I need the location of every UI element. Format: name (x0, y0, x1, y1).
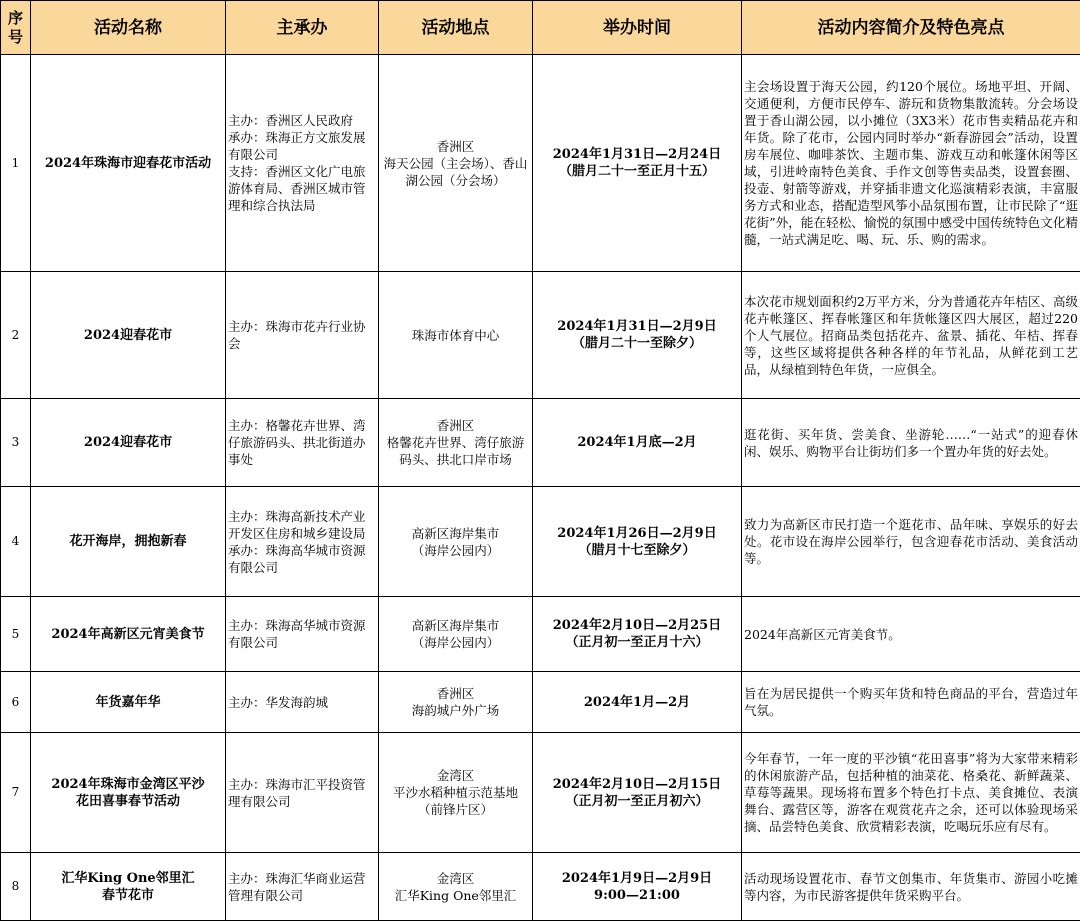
cell-time (533, 487, 742, 597)
organizer-line: 承办：珠海正方文旅发展有限公司 (228, 130, 366, 162)
time-line: 2024年1月31日—2月24日 (552, 147, 722, 162)
cell-description: 逛花街、买年货、尝美食、坐游轮……“一站式”的迎春休闲、娱乐、购物平台让街坊们多一个置办年货的好去处。 (742, 399, 1080, 487)
time-line: （腊月二十一至除夕） (571, 336, 702, 351)
name-line: 2024年珠海市迎春花市活动 (44, 155, 212, 171)
cell-location (379, 733, 533, 853)
name-line: 年货嘉年华 (95, 694, 161, 710)
organizer-line: 主办：珠海市汇平投资管理有限公司 (228, 776, 366, 809)
cell-name (31, 672, 226, 733)
header-name: 活动名称 (31, 1, 226, 55)
time-line: 2024年1月9日—2月9日 (561, 870, 713, 886)
cell-time (533, 55, 742, 272)
name-line: 2024年高新区元宵美食节 (51, 626, 205, 642)
location-line: 香洲区 (436, 138, 475, 154)
location-line: （海岸公园内） (411, 542, 500, 558)
table-row (1, 853, 1080, 921)
location-line: 高新区海岸集市 (411, 618, 500, 633)
location-line: 汇华King One邻里汇 (394, 887, 517, 903)
time-line: 9:00—21:00 (594, 887, 680, 903)
location-line: （前锋片区） (417, 802, 493, 817)
organizer-line: 主办：珠海高华城市资源有限公司 (228, 618, 366, 650)
table-row (1, 55, 1080, 272)
time-line: （正月初一至正月初六） (565, 793, 709, 809)
cell-seq: 5 (1, 597, 31, 672)
cell-time (533, 733, 742, 853)
location-line: 海天公园（主会场）、香山湖公园（分会场） (383, 155, 528, 188)
table-row (1, 487, 1080, 597)
cell-time (533, 597, 742, 672)
name-line: 花田喜事春节活动 (75, 793, 180, 809)
cell-location (379, 272, 533, 399)
cell-name (31, 853, 226, 921)
header-organizer: 主承办 (226, 1, 379, 55)
cell-description: 今年春节，一年一度的平沙镇“花田喜事”将为大家带来精彩的休闲旅游产品，包括种植的油菜花、格桑花、新鲜蔬菜、草莓等蔬果。现场将布置多个特色打卡点、美食摊位、表演舞台、露营区等，游客在观赏花卉之余，还可以体验现场采摘、品尝特色美食、欣赏精彩表演，吃喝玩乐应有尽有。 (742, 733, 1080, 853)
name-line: 2024迎春花市 (83, 435, 173, 450)
time-line: 2024年2月10日—2月15日 (552, 776, 722, 792)
cell-time (533, 272, 742, 399)
name-line: 春节花市 (101, 887, 154, 903)
name-line: 花开海岸，拥抱新春 (69, 534, 187, 549)
cell-description: 主会场设置于海天公园，约120个展位。场地平坦、开阔、交通便利，方便市民停车、游玩和货物集散流转。分会场设置于香山湖公园，以小摊位（3X3米）花市售卖精品花卉和年货。除了花市，公园内同时举办“新春游园会”活动，设置房车展位、咖啡茶饮、主题市集、游戏互动和帐篷休闲等区域，引进岭南特色美食、手作文创等售卖品类，设置套圈、投壶、射箭等游戏，并穿插非遗文化巡演精彩表演，丰富服务方式和业态，搭配造型风筝小品氛围布置，让市民除了“逛花街”外，能在轻松、愉悦的氛围中感受中国传统特色文化精髓，一站式满足吃、喝、玩、乐、购的需求。 (742, 55, 1080, 272)
cell-location (379, 672, 533, 733)
cell-name (31, 55, 226, 272)
organizer-line: 支持：香洲区文化广电旅游体育局、香洲区城市管理和综合执法局 (228, 164, 366, 213)
name-line: 2024迎春花市 (83, 327, 173, 343)
cell-location (379, 597, 533, 672)
cell-organizer (226, 733, 379, 853)
table-row (1, 399, 1080, 487)
cell-seq: 8 (1, 853, 31, 921)
cell-location (379, 399, 533, 487)
cell-organizer (226, 853, 379, 921)
organizer-line: 主办：珠海高新技术产业开发区住房和城乡建设局 (228, 508, 366, 541)
time-line: 2024年1月—2月 (583, 694, 691, 710)
organizer-line: 主办：香洲区人民政府 (228, 113, 354, 128)
cell-seq: 4 (1, 487, 31, 597)
table-row (1, 272, 1080, 399)
cell-seq: 2 (1, 272, 31, 399)
table-row (1, 733, 1080, 853)
location-line: 高新区海岸集市 (411, 525, 500, 541)
cell-name (31, 487, 226, 597)
cell-location (379, 55, 533, 272)
cell-description: 致力为高新区市民打造一个逛花市、品年味、享娱乐的好去处。花市设在海岸公园举行，包含迎春花市活动、美食活动等。 (742, 487, 1080, 597)
cell-seq: 1 (1, 55, 31, 272)
cell-name (31, 399, 226, 487)
cell-seq: 7 (1, 733, 31, 853)
cell-name (31, 272, 226, 399)
header-description: 活动内容简介及特色亮点 (742, 1, 1080, 55)
location-line: 海韵城户外广场 (411, 703, 500, 718)
cell-name (31, 597, 226, 672)
cell-description: 旨在为居民提供一个购买年货和特色商品的平台，营造过年气氛。 (742, 672, 1080, 733)
cell-organizer (226, 487, 379, 597)
cell-seq: 6 (1, 672, 31, 733)
location-line: 平沙水稻种植示范基地 (392, 785, 518, 800)
time-line: （腊月十七至除夕） (578, 542, 696, 558)
header-time: 举办时间 (533, 1, 742, 55)
header-seq: 序号 (1, 1, 31, 55)
name-line: 汇华King One邻里汇 (61, 870, 195, 886)
header-location: 活动地点 (379, 1, 533, 55)
location-line: 格馨花卉世界、湾仔旅游码头、拱北口岸市场 (386, 435, 525, 467)
organizer-line: 主办：格馨花卉世界、湾仔旅游码头、拱北街道办事处 (228, 418, 366, 467)
cell-organizer (226, 55, 379, 272)
time-line: 2024年1月底—2月 (577, 435, 697, 450)
location-line: 香洲区 (436, 686, 475, 701)
table-row (1, 672, 1080, 733)
cell-organizer (226, 597, 379, 672)
organizer-line: 承办：珠海高华城市资源有限公司 (228, 542, 366, 575)
cell-time (533, 399, 742, 487)
location-line: 香洲区 (436, 418, 475, 433)
cell-time (533, 853, 742, 921)
organizer-line: 主办：珠海市花卉行业协会 (228, 319, 366, 351)
time-line: 2024年1月26日—2月9日 (557, 525, 717, 541)
location-line: 珠海市体育中心 (411, 327, 500, 343)
cell-description: 活动现场设置花市、春节文创集市、年货集市、游园小吃摊等内容，为市民游客提供年货采购平台。 (742, 853, 1080, 921)
cell-seq: 3 (1, 399, 31, 487)
cell-location (379, 853, 533, 921)
organizer-line: 主办：珠海汇华商业运营管理有限公司 (228, 870, 366, 903)
cell-description: 2024年高新区元宵美食节。 (742, 597, 1080, 672)
location-line: 金湾区 (436, 768, 475, 783)
organizer-line: 主办：华发海韵城 (228, 694, 329, 710)
time-line: 2024年2月10日—2月25日 (552, 618, 722, 633)
cell-organizer (226, 399, 379, 487)
location-line: 金湾区 (436, 870, 475, 886)
cell-location (379, 487, 533, 597)
time-line: 2024年1月31日—2月9日 (557, 319, 717, 334)
header-row (1, 1, 1080, 55)
time-line: （腊月二十一至正月十五） (558, 164, 715, 179)
time-line: （正月初一至正月十六） (565, 635, 709, 650)
cell-name (31, 733, 226, 853)
name-line: 2024年珠海市金湾区平沙 (51, 776, 205, 792)
location-line: （海岸公园内） (411, 635, 500, 650)
cell-time (533, 672, 742, 733)
table-row (1, 597, 1080, 672)
cell-description: 本次花市规划面积约2万平方米，分为普通花卉年桔区、高级花卉帐篷区、挥春帐篷区和年货帐篷区四大展区，超过220个人气展位。招商品类包括花卉、盆景、插花、年桔、挥春等，这些区域将提供各种各样的年节礼品，从鲜花到工艺品，从绿植到特色年货，一应俱全。 (742, 272, 1080, 399)
cell-organizer (226, 672, 379, 733)
cell-organizer (226, 272, 379, 399)
